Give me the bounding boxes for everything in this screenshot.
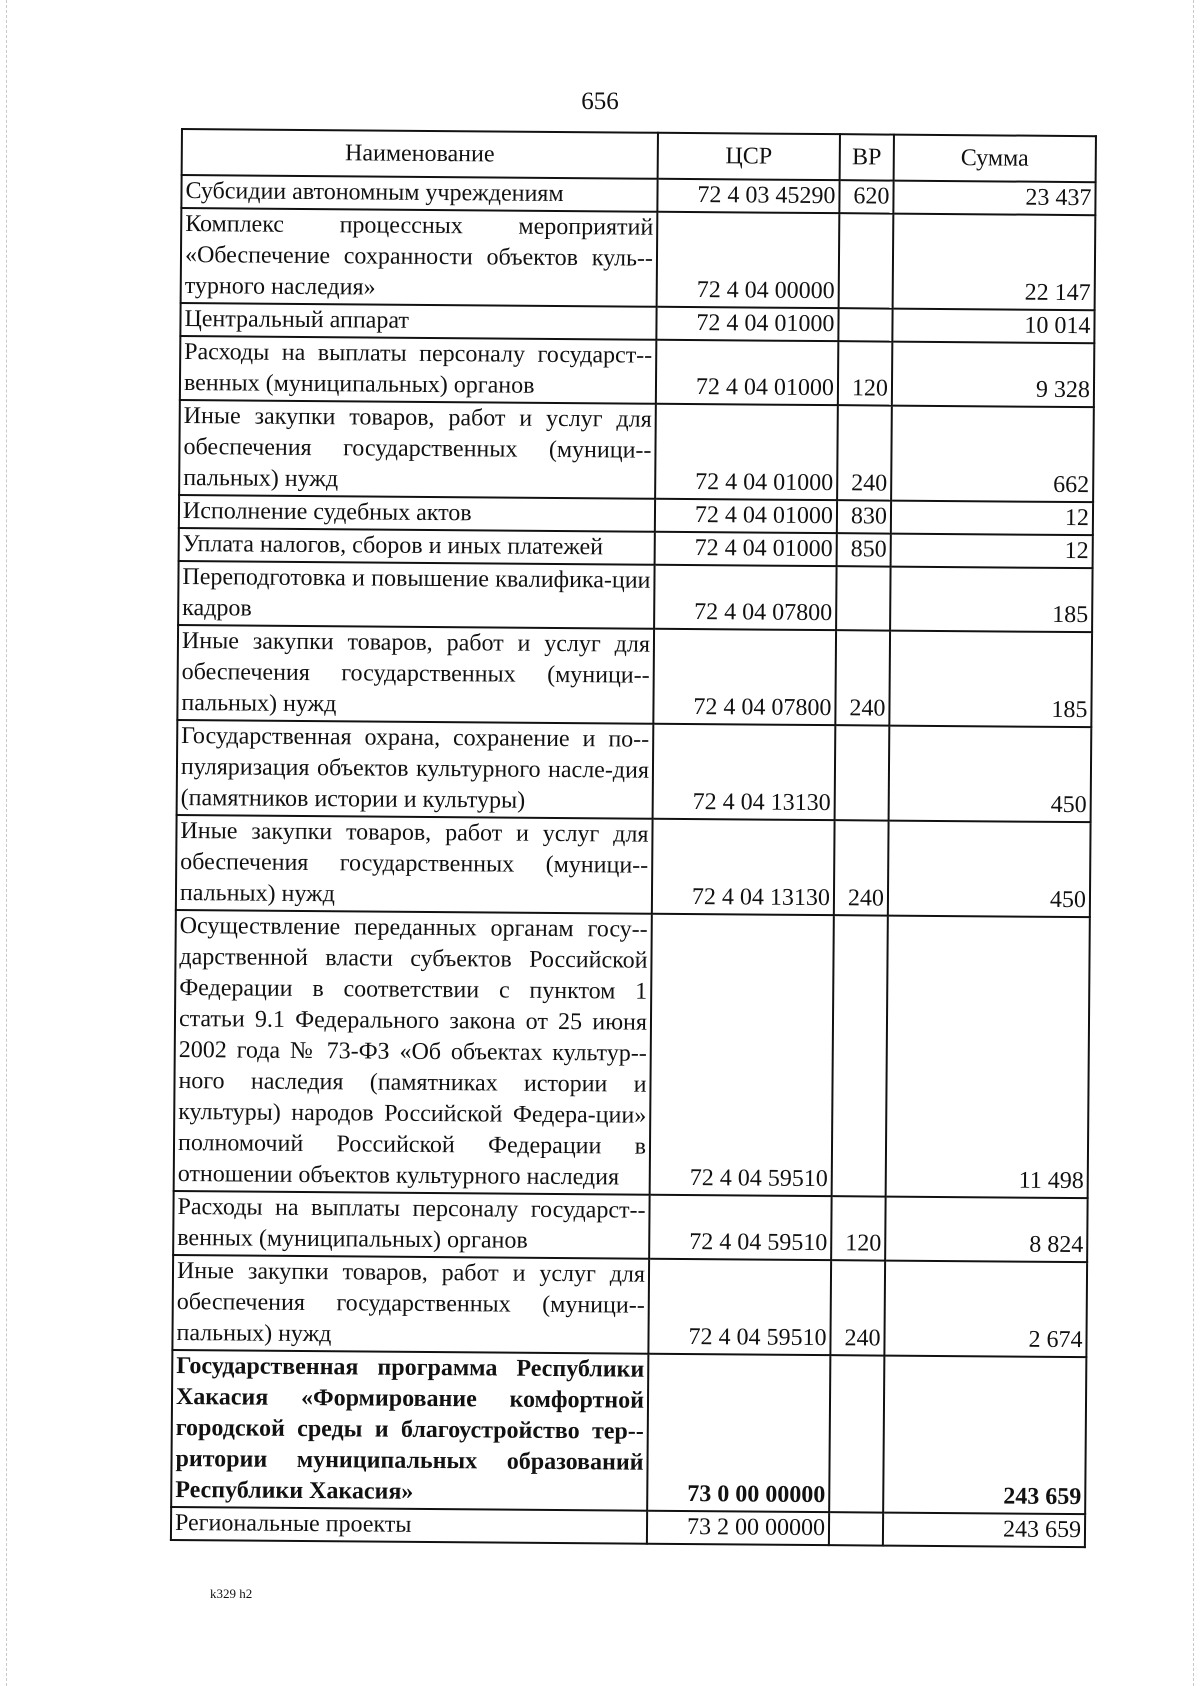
scan-edge-left bbox=[6, 0, 7, 1686]
row-name: Иные закупки товаров, работ и услуг для обеспечения государственных (муници-пальных) нужд bbox=[179, 400, 656, 499]
row-name: Субсидии автономным учреждениям bbox=[181, 175, 657, 212]
row-code: 72 4 04 07800 bbox=[654, 565, 836, 630]
row-name: Уплата налогов, сборов и иных платежей bbox=[179, 528, 655, 565]
row-vr: 240 bbox=[835, 630, 890, 725]
row-name: Государственная охрана, сохранение и по-пуляризация объектов культурного насле-дия (памятников истории и культуры) bbox=[177, 720, 654, 819]
row-vr: 240 bbox=[837, 405, 892, 500]
row-code: 72 4 04 01000 bbox=[655, 532, 837, 566]
row-sum: 243 659 bbox=[883, 1356, 1086, 1515]
table-row bbox=[180, 336, 1094, 407]
budget-table bbox=[170, 128, 1097, 1548]
row-code: 72 4 04 59510 bbox=[650, 914, 834, 1196]
row-sum: 23 437 bbox=[893, 181, 1095, 216]
row-code: 73 0 00 00000 bbox=[647, 1354, 830, 1512]
table-header-row bbox=[182, 129, 1096, 182]
table-row bbox=[178, 561, 1092, 632]
table-row bbox=[171, 1350, 1086, 1514]
row-sum: 12 bbox=[891, 501, 1093, 536]
row-vr: 120 bbox=[831, 1196, 886, 1260]
row-vr bbox=[839, 213, 894, 308]
row-code: 72 4 04 00000 bbox=[657, 212, 840, 308]
row-vr: 240 bbox=[830, 1260, 885, 1355]
row-code: 73 2 00 00000 bbox=[647, 1511, 829, 1545]
row-vr bbox=[829, 1355, 884, 1512]
row-name: Иные закупки товаров, работ и услуг для обеспечения государственных (муници-пальных) нужд bbox=[172, 1255, 649, 1354]
row-vr: 620 bbox=[839, 180, 893, 213]
row-sum: 10 014 bbox=[892, 309, 1094, 344]
row-name: Осуществление переданных органам госу-дарственной власти субъектов Российской Федерации в соответствии с пунктом 1 статьи 9.1 Федерального закона от 25 июня 2002 года № 73-ФЗ «Об объектах культур-ного наследия (памятниках истории и культуры) народов Российской Федера-ции» полномочий Российской Федерации в отношении объектов культурного наследия bbox=[174, 910, 652, 1195]
row-vr: 830 bbox=[837, 500, 891, 533]
row-name: Иные закупки товаров, работ и услуг для обеспечения государственных (муници-пальных) нужд bbox=[176, 815, 653, 914]
row-code: 72 4 04 01000 bbox=[655, 499, 837, 533]
header-vr: ВР bbox=[840, 134, 894, 180]
row-sum: 9 328 bbox=[892, 342, 1094, 408]
row-code: 72 4 03 45290 bbox=[657, 179, 839, 213]
table-body bbox=[171, 175, 1096, 1547]
row-vr: 120 bbox=[838, 341, 893, 405]
row-sum: 11 498 bbox=[886, 916, 1090, 1199]
table-row bbox=[173, 1191, 1087, 1262]
table-row bbox=[177, 625, 1092, 727]
table-row bbox=[176, 815, 1091, 917]
row-sum: 450 bbox=[888, 821, 1091, 918]
row-sum: 8 824 bbox=[885, 1197, 1087, 1263]
header-code: ЦСР bbox=[658, 133, 840, 180]
row-code: 72 4 04 59510 bbox=[649, 1195, 831, 1260]
header-name: Наименование bbox=[182, 129, 658, 179]
row-sum: 2 674 bbox=[884, 1261, 1087, 1358]
row-name: Региональные проекты bbox=[171, 1507, 647, 1544]
page-number: 656 bbox=[581, 88, 619, 115]
row-sum: 450 bbox=[889, 726, 1092, 823]
row-sum: 12 bbox=[891, 534, 1093, 569]
row-vr bbox=[838, 308, 892, 341]
row-name: Переподготовка и повышение квалифика-ции кадров bbox=[178, 561, 654, 629]
table-row bbox=[177, 720, 1092, 822]
row-sum: 662 bbox=[891, 406, 1094, 503]
row-sum: 22 147 bbox=[893, 214, 1096, 311]
scan-edge-right bbox=[1193, 0, 1194, 1686]
row-code: 72 4 04 59510 bbox=[648, 1259, 831, 1355]
row-vr bbox=[832, 915, 888, 1196]
row-name: Расходы на выплаты персоналу государст-венных (муниципальных) органов bbox=[173, 1191, 649, 1259]
header-sum: Сумма bbox=[894, 135, 1096, 183]
row-code: 72 4 04 01000 bbox=[656, 340, 838, 405]
row-code: 72 4 04 07800 bbox=[653, 629, 836, 725]
table-row bbox=[179, 400, 1094, 502]
table-row bbox=[181, 208, 1096, 310]
row-name: Расходы на выплаты персоналу государст-венных (муниципальных) органов bbox=[180, 336, 656, 404]
row-name: Центральный аппарат bbox=[180, 303, 656, 340]
row-sum: 185 bbox=[890, 567, 1092, 633]
row-name: Иные закупки товаров, работ и услуг для обеспечения государственных (муници-пальных) нужд bbox=[177, 625, 654, 724]
row-name: Государственная программа Республики Хакасия «Формирование комфортной городской среды и благоустройство тер-ритории муниципальных образований Республики Хакасия» bbox=[171, 1350, 648, 1511]
row-vr bbox=[829, 1512, 883, 1545]
row-code: 72 4 04 13130 bbox=[653, 724, 836, 820]
table-row bbox=[172, 1255, 1087, 1357]
row-sum: 185 bbox=[889, 631, 1092, 728]
row-sum: 243 659 bbox=[883, 1513, 1085, 1548]
row-vr: 850 bbox=[837, 533, 891, 566]
row-name: Комплекс процессных мероприятий «Обеспечение сохранности объектов куль-турного наследия» bbox=[181, 208, 658, 307]
row-name: Исполнение судебных актов bbox=[179, 495, 655, 532]
table-row bbox=[171, 1507, 1085, 1547]
row-code: 72 4 04 01000 bbox=[655, 404, 838, 500]
table-row bbox=[174, 910, 1090, 1198]
row-vr bbox=[836, 566, 891, 630]
footer-code: k329 h2 bbox=[210, 1586, 253, 1601]
row-code: 72 4 04 01000 bbox=[656, 307, 838, 341]
row-code: 72 4 04 13130 bbox=[652, 819, 835, 915]
row-vr: 240 bbox=[834, 820, 889, 915]
row-vr bbox=[835, 725, 890, 820]
